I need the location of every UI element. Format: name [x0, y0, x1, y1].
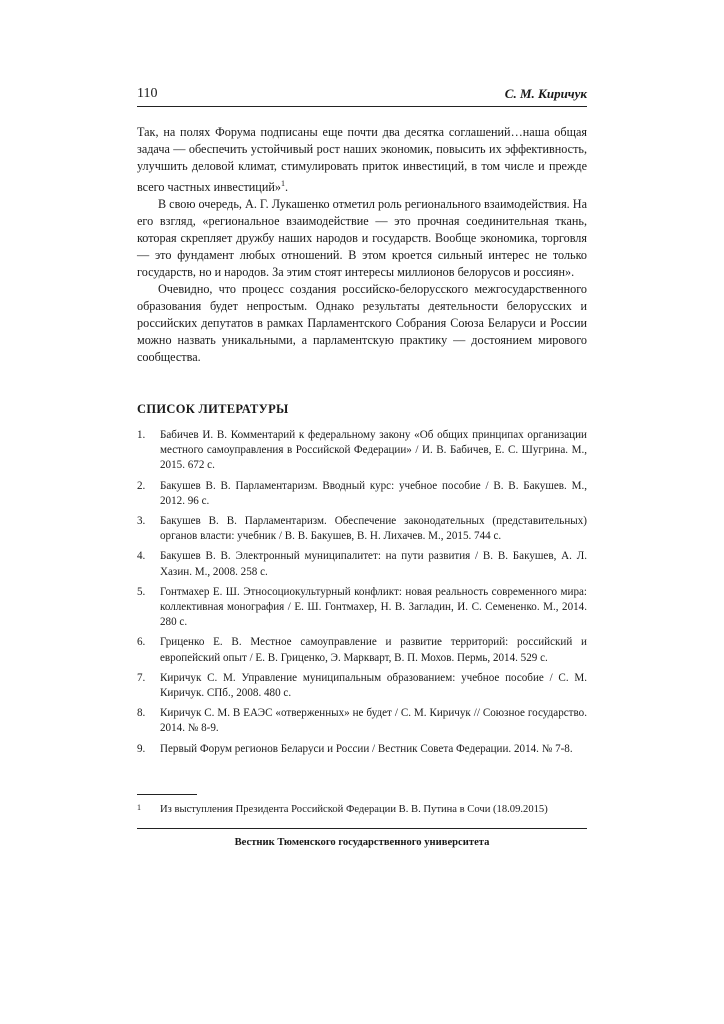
reference-item	[137, 706, 587, 736]
reference-item	[137, 514, 587, 544]
page-header	[137, 84, 587, 107]
page-footer	[137, 828, 587, 848]
paragraph: В свою очередь, А. Г. Лукашенко отметил роль регионального взаимодействия. На его взгляд, «региональное взаимодействие — это прочная соединительная ткань, которая скрепляет дружбу наших народов и государств. Вообще экономика, торговля — это фундамент любых отношений. В этом кроется сильный интерес не только государств, но и народов. За этим стоят интересы миллионов белорусов и россиян».	[137, 197, 587, 280]
page-number: 110	[137, 86, 158, 101]
reference-item	[137, 549, 587, 579]
footnote-mark: 1	[137, 803, 141, 812]
reference-number: 2.	[137, 479, 146, 492]
paragraph-text: Так, на полях Форума подписаны еще почти два десятка соглашений…наша общая задача — обеспечить устойчивый рост наших экономик, повысить их эффективность, улучшить деловой климат, стимулировать приток инвестиций, в том числе и прежде всего частных инвестиций»	[137, 125, 587, 195]
reference-text: Бабичев И. В. Комментарий к федеральному закону «Об общих принципах организации местного самоуправления в Российской Федерации» / И. В. Бабичев, Е. С. Шугрина. М., 2015. 672 с.	[160, 429, 587, 472]
reference-text: Гонтмахер Е. Ш. Этносоциокультурный конфликт: новая реальность современного мира: коллективная монография / Е. Ш. Гонтмахер, Н. В. Загладин, И. С. Семененко. М., 2014. 280 с.	[160, 585, 587, 629]
reference-text: Бакушев В. В. Парламентаризм. Вводный курс: учебное пособие / В. В. Бакушев. М., 2012. 96 с.	[160, 479, 587, 507]
reference-number: 7.	[137, 671, 146, 684]
paragraph-end: .	[284, 180, 289, 195]
reference-text: Киричук С. М. Управление муниципальным образованием: учебное пособие / С. М. Киричук. СПб., 2008. 480 с.	[160, 671, 587, 700]
references-list	[137, 428, 587, 762]
reference-number: 9.	[137, 742, 146, 755]
reference-item	[137, 671, 587, 701]
reference-text: Гриценко Е. В. Местное самоуправление и развитие территорий: российский и европейский опыт / Е. В. Гриценко, Э. Маркварт, В. П. Мохов. Пермь, 2014. 529 с.	[160, 636, 587, 664]
reference-number: 5.	[137, 585, 146, 598]
body-text	[137, 124, 587, 366]
reference-item	[137, 635, 587, 665]
reference-item	[137, 428, 587, 474]
journal-name: Вестник Тюменского государственного университета	[234, 837, 490, 848]
reference-number: 4.	[137, 550, 146, 563]
reference-text: Киричук С. М. В ЕАЭС «отверженных» не будет / С. М. Киричук // Союзное государство. 2014. № 8-9.	[160, 707, 587, 735]
paragraph	[137, 124, 587, 196]
reference-number: 6.	[137, 636, 146, 649]
reference-text: Бакушев В. В. Парламентаризм. Обеспечение законодательных (представительных) органов власти: учебник / В. В. Бакушев, В. Н. Лихачев. М., 2015. 744 с.	[160, 515, 587, 543]
running-head-author: С. М. Киричук	[504, 86, 587, 101]
reference-number: 1.	[137, 429, 146, 441]
paragraph: Очевидно, что процесс создания российско-белорусского межгосударственного образования будет непростым. Однако результаты деятельности белорусских и российских депутатов в рамках Парламентского Собрания Союза Беларуси и России можно назвать уникальными, а парламентскую практику — достоянием мирового сообщества.	[137, 282, 587, 365]
reference-item	[137, 585, 587, 631]
reference-text: Первый Форум регионов Беларуси и России / Вестник Совета Федерации. 2014. № 7-8.	[160, 742, 573, 755]
reference-number: 3.	[137, 515, 146, 528]
reference-item	[137, 479, 587, 509]
footnote-text: Из выступления Президента Российской Федерации В. В. Путина в Сочи (18.09.2015)	[160, 804, 548, 815]
reference-item	[137, 742, 587, 757]
reference-text: Бакушев В. В. Электронный муниципалитет: на пути развития / В. В. Бакушев, А. Л. Хазин. М., 2008. 258 с.	[160, 550, 587, 578]
references-heading: СПИСОК ЛИТЕРАТУРЫ	[137, 402, 289, 416]
footnote-divider	[137, 794, 197, 795]
reference-number: 8.	[137, 707, 146, 720]
footnote-reference[interactable]: 1	[280, 179, 285, 188]
